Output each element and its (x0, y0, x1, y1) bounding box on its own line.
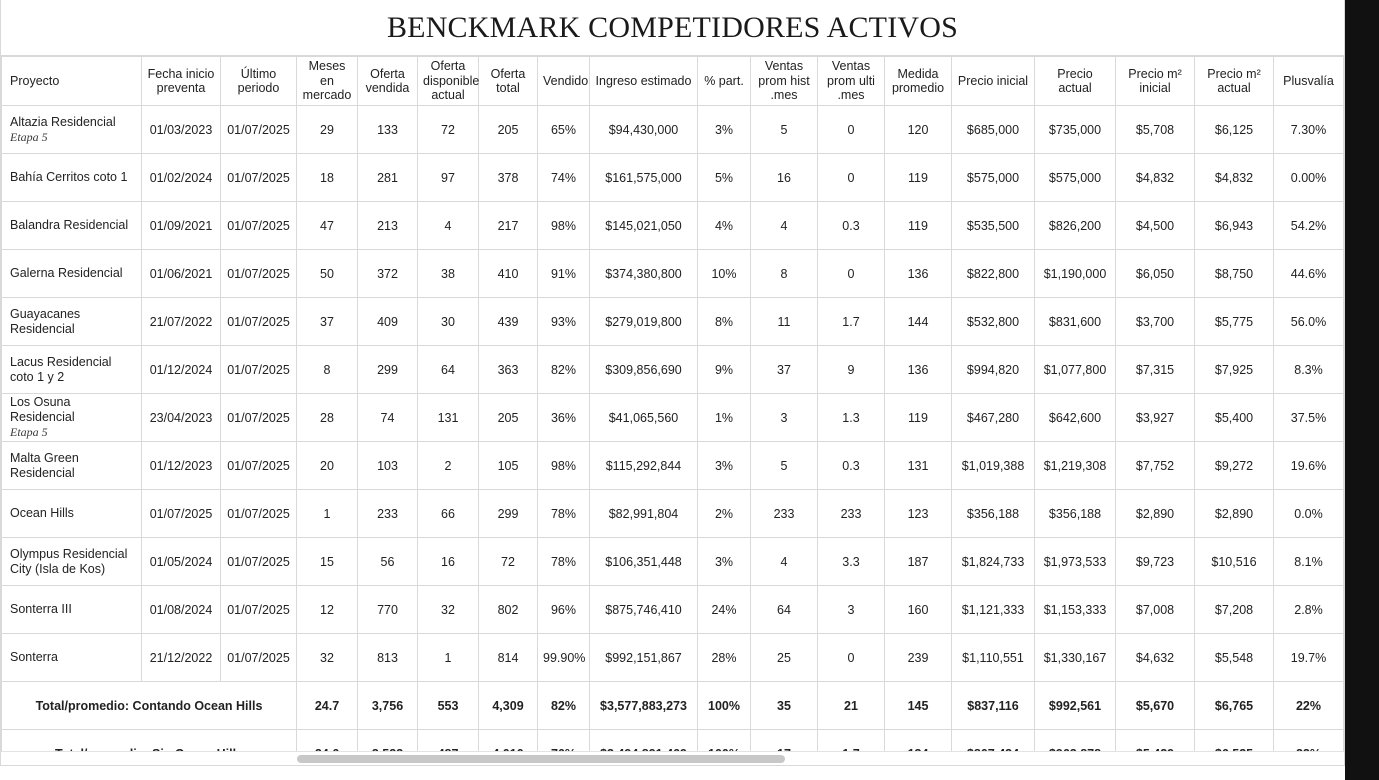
table-cell[interactable]: 01/07/2025 (221, 106, 297, 154)
total-cell[interactable]: $3,577,883,273 (590, 682, 698, 730)
cell-project-name[interactable]: Guayacanes Residencial (2, 298, 142, 346)
table-header-row (2, 57, 1344, 106)
total-cell[interactable]: 553 (418, 682, 479, 730)
table-cell[interactable]: $1,019,388 (952, 442, 1035, 490)
table-cell[interactable]: 136 (885, 250, 952, 298)
total-cell[interactable]: 3,756 (358, 682, 418, 730)
horizontal-scrollbar-thumb[interactable] (297, 755, 785, 763)
table-row (2, 298, 1344, 346)
table-cell[interactable]: 7.30% (1274, 106, 1344, 154)
right-gutter (1345, 0, 1379, 780)
table-cell[interactable]: 01/07/2025 (221, 634, 297, 682)
table-cell[interactable]: 5 (751, 106, 818, 154)
table-cell[interactable]: $7,208 (1195, 586, 1274, 634)
table-cell[interactable]: $41,065,560 (590, 394, 698, 442)
table-cell[interactable]: $4,500 (1116, 202, 1195, 250)
table-cell[interactable]: 44.6% (1274, 250, 1344, 298)
table-cell[interactable]: $2,890 (1116, 490, 1195, 538)
table-cell[interactable]: 82% (538, 346, 590, 394)
table-cell[interactable]: $532,800 (952, 298, 1035, 346)
table-cell[interactable]: 19.7% (1274, 634, 1344, 682)
table-cell[interactable]: 363 (479, 346, 538, 394)
table-cell[interactable]: 103 (358, 442, 418, 490)
table-cell[interactable]: $575,000 (952, 154, 1035, 202)
table-row (2, 586, 1344, 634)
table-cell[interactable]: 36% (538, 394, 590, 442)
table-cell[interactable]: 9 (818, 346, 885, 394)
table-cell[interactable]: 123 (885, 490, 952, 538)
table-cell[interactable]: 98% (538, 202, 590, 250)
column-header-fecha-inicio-preventa[interactable]: Fecha inicio preventa (142, 57, 221, 106)
table-cell[interactable]: 8% (698, 298, 751, 346)
table-cell[interactable]: $161,575,000 (590, 154, 698, 202)
column-header-ultimo-periodo[interactable]: Último periodo (221, 57, 297, 106)
table-cell[interactable]: $1,110,551 (952, 634, 1035, 682)
total-cell[interactable]: $837,116 (952, 682, 1035, 730)
table-cell[interactable]: 64 (418, 346, 479, 394)
table-cell[interactable]: $992,151,867 (590, 634, 698, 682)
table-cell[interactable]: 0.0% (1274, 490, 1344, 538)
cell-project-name[interactable]: Balandra Residencial (2, 202, 142, 250)
table-cell[interactable]: $374,380,800 (590, 250, 698, 298)
table-cell[interactable]: 136 (885, 346, 952, 394)
table-cell[interactable]: 37.5% (1274, 394, 1344, 442)
table-cell[interactable]: 4 (751, 538, 818, 586)
table-cell[interactable]: 439 (479, 298, 538, 346)
table-cell[interactable]: 0 (818, 154, 885, 202)
table-cell[interactable]: $6,125 (1195, 106, 1274, 154)
table-cell[interactable]: 119 (885, 394, 952, 442)
table-cell[interactable]: 29 (297, 106, 358, 154)
table-cell[interactable]: 8.1% (1274, 538, 1344, 586)
table-cell[interactable]: $467,280 (952, 394, 1035, 442)
table-cell[interactable]: 213 (358, 202, 418, 250)
column-header-medida-promedio[interactable]: Medida promedio (885, 57, 952, 106)
total-cell[interactable]: 145 (885, 682, 952, 730)
table-cell[interactable]: 1% (698, 394, 751, 442)
table-cell[interactable]: 2 (418, 442, 479, 490)
table-cell[interactable]: 281 (358, 154, 418, 202)
table-cell[interactable]: 01/07/2025 (221, 538, 297, 586)
table-row (2, 538, 1344, 586)
table-cell[interactable]: 72 (479, 538, 538, 586)
cell-project-name[interactable]: Galerna Residencial (2, 250, 142, 298)
table-cell[interactable]: 378 (479, 154, 538, 202)
table-row (2, 154, 1344, 202)
cell-project-name[interactable]: Altazia Residencial Etapa 5 (2, 106, 142, 154)
total-cell[interactable]: $992,561 (1035, 682, 1116, 730)
total-cell[interactable]: 24.7 (297, 682, 358, 730)
cell-project-name[interactable]: Olympus Residencial City (Isla de Kos) (2, 538, 142, 586)
table-cell[interactable]: 01/07/2025 (221, 154, 297, 202)
table-cell[interactable]: 01/05/2024 (142, 538, 221, 586)
table-cell[interactable]: 4 (751, 202, 818, 250)
table-cell[interactable]: $7,008 (1116, 586, 1195, 634)
table-cell[interactable]: 01/07/2025 (221, 202, 297, 250)
table-cell[interactable]: 01/12/2024 (142, 346, 221, 394)
table-row (2, 346, 1344, 394)
table-cell[interactable]: 5 (751, 442, 818, 490)
table-cell[interactable]: 205 (479, 106, 538, 154)
table-cell[interactable]: 299 (479, 490, 538, 538)
table-cell[interactable]: $1,330,167 (1035, 634, 1116, 682)
table-cell[interactable]: $356,188 (1035, 490, 1116, 538)
table-cell[interactable]: 64 (751, 586, 818, 634)
table-cell[interactable]: $115,292,844 (590, 442, 698, 490)
table-cell[interactable]: 01/12/2023 (142, 442, 221, 490)
table-cell[interactable]: $7,315 (1116, 346, 1195, 394)
table-cell[interactable]: 239 (885, 634, 952, 682)
table-cell[interactable]: 16 (751, 154, 818, 202)
horizontal-scrollbar[interactable] (1, 751, 1345, 765)
table-cell[interactable]: 11 (751, 298, 818, 346)
column-header-plusvalia[interactable]: Plusvalía (1274, 57, 1344, 106)
table-cell[interactable]: $822,800 (952, 250, 1035, 298)
table-cell[interactable]: 54.2% (1274, 202, 1344, 250)
table-row (2, 202, 1344, 250)
table-cell[interactable]: 3% (698, 442, 751, 490)
table-cell[interactable]: 56 (358, 538, 418, 586)
table-cell[interactable]: 28% (698, 634, 751, 682)
table-cell[interactable]: $9,723 (1116, 538, 1195, 586)
table-cell[interactable]: 205 (479, 394, 538, 442)
table-cell[interactable]: 131 (418, 394, 479, 442)
table-cell[interactable]: 24% (698, 586, 751, 634)
column-header-precio-actual[interactable]: Precio actual (1035, 57, 1116, 106)
table-cell[interactable]: 8.3% (1274, 346, 1344, 394)
table-cell[interactable]: 74 (358, 394, 418, 442)
total-cell[interactable]: 21 (818, 682, 885, 730)
table-header (2, 57, 1344, 106)
total-cell[interactable]: 35 (751, 682, 818, 730)
table-cell[interactable]: 0.3 (818, 202, 885, 250)
table-cell[interactable]: 410 (479, 250, 538, 298)
column-header-oferta-vendida[interactable]: Oferta vendida (358, 57, 418, 106)
table-cell[interactable]: 233 (818, 490, 885, 538)
table-cell[interactable]: 50 (297, 250, 358, 298)
table-cell[interactable]: 3% (698, 106, 751, 154)
table-cell[interactable]: $4,832 (1116, 154, 1195, 202)
table-cell[interactable]: $10,516 (1195, 538, 1274, 586)
table-cell[interactable]: $1,824,733 (952, 538, 1035, 586)
table-cell[interactable]: $535,500 (952, 202, 1035, 250)
table-cell[interactable]: 119 (885, 202, 952, 250)
table-cell[interactable]: 01/02/2024 (142, 154, 221, 202)
table-cell[interactable]: 98% (538, 442, 590, 490)
cell-project-name[interactable]: Los Osuna Residencial Etapa 5 (2, 394, 142, 442)
table-cell[interactable]: 01/07/2025 (221, 346, 297, 394)
table-cell[interactable]: 131 (885, 442, 952, 490)
table-cell[interactable]: 3 (751, 394, 818, 442)
table-cell[interactable]: 38 (418, 250, 479, 298)
cell-project-name[interactable]: Sonterra (2, 634, 142, 682)
table-cell[interactable]: 01/07/2025 (221, 490, 297, 538)
table-cell[interactable]: 187 (885, 538, 952, 586)
column-header-ventas-prom-hist-mes[interactable]: Ventas prom hist .mes (751, 57, 818, 106)
table-cell[interactable]: 372 (358, 250, 418, 298)
table-cell[interactable]: $5,400 (1195, 394, 1274, 442)
column-header-oferta-disponible-actual[interactable]: Oferta disponible actual (418, 57, 479, 106)
table-row (2, 394, 1344, 442)
table-cell[interactable]: $994,820 (952, 346, 1035, 394)
table-cell[interactable]: 409 (358, 298, 418, 346)
table-cell[interactable]: 160 (885, 586, 952, 634)
cell-project-name[interactable]: Malta Green Residencial (2, 442, 142, 490)
table-cell[interactable]: 23/04/2023 (142, 394, 221, 442)
total-cell[interactable]: 4,309 (479, 682, 538, 730)
table-cell[interactable]: 119 (885, 154, 952, 202)
table-row (2, 250, 1344, 298)
cell-project-name[interactable]: Lacus Residencial coto 1 y 2 (2, 346, 142, 394)
table-cell[interactable]: $735,000 (1035, 106, 1116, 154)
table-cell[interactable]: $5,548 (1195, 634, 1274, 682)
table-cell[interactable]: 99.90% (538, 634, 590, 682)
table-cell[interactable]: 3 (818, 586, 885, 634)
total-row-label[interactable]: Total/promedio: Contando Ocean Hills (2, 682, 297, 730)
table-cell[interactable]: 10% (698, 250, 751, 298)
table-cell[interactable]: $1,153,333 (1035, 586, 1116, 634)
table-cell[interactable]: 28 (297, 394, 358, 442)
table-cell[interactable]: 32 (418, 586, 479, 634)
table-cell[interactable]: 770 (358, 586, 418, 634)
table-cell[interactable]: $875,746,410 (590, 586, 698, 634)
table-cell[interactable]: $2,890 (1195, 490, 1274, 538)
table-cell[interactable]: 802 (479, 586, 538, 634)
table-cell[interactable]: 25 (751, 634, 818, 682)
column-header-porcentaje-part[interactable]: % part. (698, 57, 751, 106)
total-cell[interactable]: $5,670 (1116, 682, 1195, 730)
table-cell[interactable]: 5% (698, 154, 751, 202)
table-cell[interactable]: 16 (418, 538, 479, 586)
table-cell[interactable]: 0 (818, 634, 885, 682)
table-cell[interactable]: 30 (418, 298, 479, 346)
table-cell[interactable]: 8 (297, 346, 358, 394)
document-title-bar (1, 0, 1344, 56)
table-cell[interactable]: 233 (751, 490, 818, 538)
table-cell[interactable]: 2.8% (1274, 586, 1344, 634)
table-cell[interactable]: $642,600 (1035, 394, 1116, 442)
table-cell[interactable]: 37 (751, 346, 818, 394)
table-cell[interactable]: 814 (479, 634, 538, 682)
table-cell[interactable]: $6,943 (1195, 202, 1274, 250)
table-cell[interactable]: 217 (479, 202, 538, 250)
table-row (2, 442, 1344, 490)
table-cell[interactable]: $82,991,804 (590, 490, 698, 538)
table-cell[interactable]: 93% (538, 298, 590, 346)
cell-project-name[interactable]: Bahía Cerritos coto 1 (2, 154, 142, 202)
table-cell[interactable]: $1,121,333 (952, 586, 1035, 634)
table-cell[interactable]: $826,200 (1035, 202, 1116, 250)
table-cell[interactable]: 01/07/2025 (221, 586, 297, 634)
table-cell[interactable]: $279,019,800 (590, 298, 698, 346)
table-cell[interactable]: 120 (885, 106, 952, 154)
table-cell[interactable]: 8 (751, 250, 818, 298)
table-cell[interactable]: 01/07/2025 (221, 250, 297, 298)
table-cell[interactable]: 18 (297, 154, 358, 202)
table-cell[interactable]: 01/09/2021 (142, 202, 221, 250)
column-header-precio-m2-actual[interactable]: Precio m² actual (1195, 57, 1274, 106)
total-cell[interactable]: 82% (538, 682, 590, 730)
table-cell[interactable]: $356,188 (952, 490, 1035, 538)
table-body (2, 106, 1344, 767)
table-cell[interactable]: 19.6% (1274, 442, 1344, 490)
table-cell[interactable]: $4,632 (1116, 634, 1195, 682)
table-cell[interactable]: 47 (297, 202, 358, 250)
table-cell[interactable]: 37 (297, 298, 358, 346)
table-cell[interactable]: 9% (698, 346, 751, 394)
table-cell[interactable]: $94,430,000 (590, 106, 698, 154)
column-header-oferta-total[interactable]: Oferta total (479, 57, 538, 106)
table-cell[interactable]: 20 (297, 442, 358, 490)
table-cell[interactable]: 0.3 (818, 442, 885, 490)
table-cell[interactable]: $1,219,308 (1035, 442, 1116, 490)
table-cell[interactable]: 233 (358, 490, 418, 538)
table-cell[interactable]: $7,925 (1195, 346, 1274, 394)
table-cell[interactable]: 813 (358, 634, 418, 682)
table-cell[interactable]: $8,750 (1195, 250, 1274, 298)
table-cell[interactable]: $3,700 (1116, 298, 1195, 346)
table-row (2, 490, 1344, 538)
table-cell[interactable]: 3.3 (818, 538, 885, 586)
table-cell[interactable]: $685,000 (952, 106, 1035, 154)
table-cell[interactable]: $9,272 (1195, 442, 1274, 490)
cell-project-name[interactable]: Ocean Hills (2, 490, 142, 538)
table-cell[interactable]: 105 (479, 442, 538, 490)
table-cell[interactable]: 32 (297, 634, 358, 682)
column-header-proyecto[interactable]: Proyecto (2, 57, 142, 106)
table-cell[interactable]: 97 (418, 154, 479, 202)
table-cell[interactable]: 12 (297, 586, 358, 634)
table-cell[interactable]: 01/07/2025 (142, 490, 221, 538)
table-cell[interactable]: 01/03/2023 (142, 106, 221, 154)
cell-project-name[interactable]: Sonterra III (2, 586, 142, 634)
table-row (2, 634, 1344, 682)
table-cell[interactable]: 65% (538, 106, 590, 154)
table-cell[interactable]: 72 (418, 106, 479, 154)
table-cell[interactable]: 1 (418, 634, 479, 682)
total-cell[interactable]: 100% (698, 682, 751, 730)
total-cell[interactable]: $6,765 (1195, 682, 1274, 730)
table-cell[interactable]: 01/07/2025 (221, 298, 297, 346)
total-cell[interactable]: 22% (1274, 682, 1344, 730)
table-cell[interactable]: $1,973,533 (1035, 538, 1116, 586)
table-cell[interactable]: 4 (418, 202, 479, 250)
table-cell[interactable]: $7,752 (1116, 442, 1195, 490)
table-cell[interactable]: 1 (297, 490, 358, 538)
benchmark-table (1, 56, 1344, 766)
page-title: BENCKMARK COMPETIDORES ACTIVOS (386, 10, 959, 44)
table-cell[interactable]: 0 (818, 250, 885, 298)
table-cell[interactable]: 144 (885, 298, 952, 346)
table-cell[interactable]: 133 (358, 106, 418, 154)
table-cell[interactable]: $5,708 (1116, 106, 1195, 154)
table-cell[interactable]: 1.3 (818, 394, 885, 442)
table-cell[interactable]: $106,351,448 (590, 538, 698, 586)
table-cell[interactable]: 01/07/2025 (221, 394, 297, 442)
table-cell[interactable]: 91% (538, 250, 590, 298)
table-cell[interactable]: 0 (818, 106, 885, 154)
column-header-ventas-prom-ulti-mes[interactable]: Ventas prom ulti .mes (818, 57, 885, 106)
table-cell[interactable]: 0.00% (1274, 154, 1344, 202)
table-cell[interactable]: $831,600 (1035, 298, 1116, 346)
table-cell[interactable]: $145,021,050 (590, 202, 698, 250)
table-cell[interactable]: $1,190,000 (1035, 250, 1116, 298)
table-cell[interactable]: 01/07/2025 (221, 442, 297, 490)
table-cell[interactable]: 4% (698, 202, 751, 250)
table-cell[interactable]: $6,050 (1116, 250, 1195, 298)
table-cell[interactable]: 3% (698, 538, 751, 586)
table-total-row (2, 682, 1344, 730)
table-cell[interactable]: $575,000 (1035, 154, 1116, 202)
table-cell[interactable]: 96% (538, 586, 590, 634)
column-header-ingreso-estimado[interactable]: Ingreso estimado (590, 57, 698, 106)
table-cell[interactable]: 01/08/2024 (142, 586, 221, 634)
table-cell[interactable]: $3,927 (1116, 394, 1195, 442)
column-header-vendido[interactable]: Vendido (538, 57, 590, 106)
table-cell[interactable]: 21/07/2022 (142, 298, 221, 346)
table-row (2, 106, 1344, 154)
table-cell[interactable]: 15 (297, 538, 358, 586)
table-cell[interactable]: $309,856,690 (590, 346, 698, 394)
table-cell[interactable]: 1.7 (818, 298, 885, 346)
column-header-precio-m2-inicial[interactable]: Precio m² inicial (1116, 57, 1195, 106)
table-cell[interactable]: 299 (358, 346, 418, 394)
column-header-meses-en-mercado[interactable]: Meses en mercado (297, 57, 358, 106)
table-cell[interactable]: 21/12/2022 (142, 634, 221, 682)
table-cell[interactable]: $4,832 (1195, 154, 1274, 202)
cell-project-subtitle: Etapa 5 (10, 129, 48, 144)
table-cell[interactable]: $1,077,800 (1035, 346, 1116, 394)
table-cell[interactable]: 01/06/2021 (142, 250, 221, 298)
table-cell[interactable]: 2% (698, 490, 751, 538)
table-cell[interactable]: 56.0% (1274, 298, 1344, 346)
table-cell[interactable]: $5,775 (1195, 298, 1274, 346)
table-cell[interactable]: 78% (538, 490, 590, 538)
column-header-precio-inicial[interactable]: Precio inicial (952, 57, 1035, 106)
cell-project-subtitle: Etapa 5 (10, 425, 48, 440)
table-cell[interactable]: 66 (418, 490, 479, 538)
table-cell[interactable]: 74% (538, 154, 590, 202)
table-cell[interactable]: 78% (538, 538, 590, 586)
